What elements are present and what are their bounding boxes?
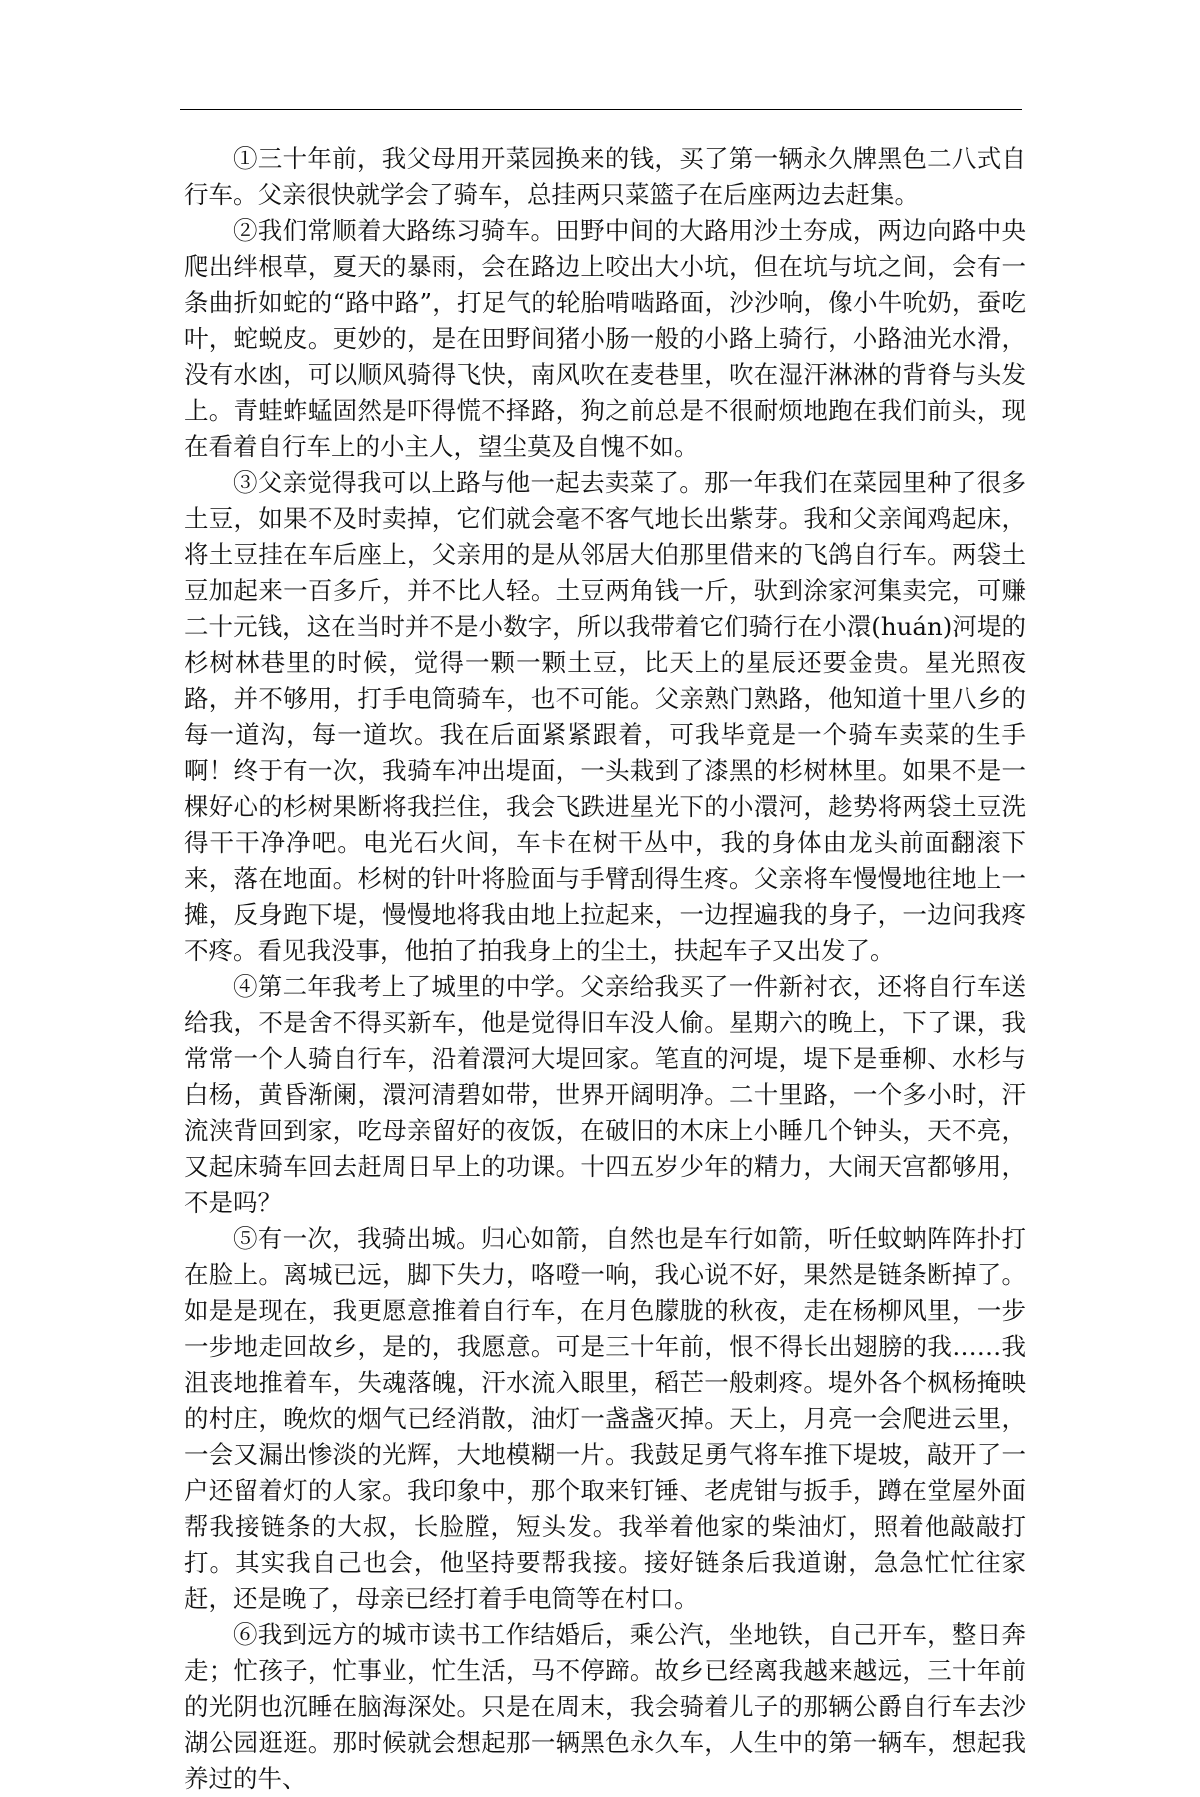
header-rule xyxy=(180,109,1022,110)
article-body xyxy=(184,141,1026,1797)
paragraph-3: ③父亲觉得我可以上路与他一起去卖菜了。那一年我们在菜园里种了很多土豆，如果不及时卖掉，它们就会毫不客气地长出紫芽。我和父亲闻鸡起床，将土豆挂在车后座上，父亲用的是从邻居大伯那里借来的飞鸽自行车。两袋土豆加起来一百多斤，并不比人轻。土豆两角钱一斤，驮到涂家河集卖完，可赚二十元钱，这在当时并不是小数字，所以我带着它们骑行在小澴(huán)河堤的杉树林巷里的时候，觉得一颗一颗土豆，比天上的星辰还要金贵。星光照夜路，并不够用，打手电筒骑车，也不可能。父亲熟门熟路，他知道十里八乡的每一道沟，每一道坎。我在后面紧紧跟着，可我毕竟是一个骑车卖菜的生手啊！终于有一次，我骑车冲出堤面，一头栽到了漆黑的杉树林里。如果不是一棵好心的杉树果断将我拦住，我会飞跌进星光下的小澴河，趁势将两袋土豆洗得干干净净吧。电光石火间，车卡在树干丛中，我的身体由龙头前面翻滚下来，落在地面。杉树的针叶将脸面与手臂刮得生疼。父亲将车慢慢地往地上一摊，反身跑下堤，慢慢地将我由地上拉起来，一边捏遍我的身子，一边问我疼不疼。看见我没事，他拍了拍我身上的尘土，扶起车子又出发了。 xyxy=(184,468,1026,965)
paragraph-1: ①三十年前，我父母用开菜园换来的钱，买了第一辆永久牌黑色二八式自行车。父亲很快就学会了骑车，总挂两只菜篮子在后座两边去赶集。 xyxy=(184,144,1026,209)
paragraph-4: ④第二年我考上了城里的中学。父亲给我买了一件新衬衣，还将自行车送给我，不是舍不得买新车，他是觉得旧车没人偷。星期六的晚上，下了课，我常常一个人骑自行车，沿着澴河大堤回家。笔直的河堤，堤下是垂柳、水杉与白杨，黄昏渐阑，澴河清碧如带，世界开阔明净。二十里路，一个多小时，汗流浃背回到家，吃母亲留好的夜饭，在破旧的木床上小睡几个钟头，天不亮，又起床骑车回去赶周日早上的功课。十四五岁少年的精力，大闹天宫都够用，不是吗？ xyxy=(184,972,1026,1217)
paragraph-6: ⑥我到远方的城市读书工作结婚后，乘公汽，坐地铁，自己开车，整日奔走；忙孩子，忙事业，忙生活，马不停蹄。故乡已经离我越来越远，三十年前的光阴也沉睡在脑海深处。只是在周末，我会骑着儿子的那辆公爵自行车去沙湖公园逛逛。那时候就会想起那一辆黑色永久车，人生中的第一辆车，想起我养过的牛、 xyxy=(184,1620,1026,1793)
paragraph-2: ②我们常顺着大路练习骑车。田野中间的大路用沙土夯成，两边向路中央爬出绊根草，夏天的暴雨，会在路边上咬出大小坑，但在坑与坑之间，会有一条曲折如蛇的“路中路”，打足气的轮胎啃啮路面，沙沙响，像小牛吮奶，蚕吃叶，蛇蜕皮。更妙的，是在田野间猪小肠一般的小路上骑行，小路油光水滑，没有水凼，可以顺风骑得飞快，南风吹在麦巷里，吹在湿汗淋淋的背脊与头发上。青蛙蚱蜢固然是吓得慌不择路，狗之前总是不很耐烦地跑在我们前头，现在看着自行车上的小主人，望尘莫及自愧不如。 xyxy=(184,216,1026,461)
paragraph-5: ⑤有一次，我骑出城。归心如箭，自然也是车行如箭，听任蚊蚋阵阵扑打在脸上。离城已远，脚下失力，咯噔一响，我心说不好，果然是链条断掉了。如是是现在，我更愿意推着自行车，在月色朦胧的秋夜，走在杨柳风里，一步一步地走回故乡，是的，我愿意。可是三十年前，恨不得长出翅膀的我……我沮丧地推着车，失魂落魄，汗水流入眼里，稻芒一般刺疼。堤外各个枫杨掩映的村庄，晚炊的烟气已经消散，油灯一盏盏灭掉。天上，月亮一会爬进云里，一会又漏出惨淡的光辉，大地模糊一片。我鼓足勇气将车推下堤坡，敲开了一户还留着灯的人家。我印象中，那个取来钉锤、老虎钳与扳手，蹲在堂屋外面帮我接链条的大叔，长脸膛，短头发。我举着他家的柴油灯，照着他敲敲打打。其实我自己也会，他坚持要帮我接。接好链条后我道谢，急急忙忙往家赶，还是晚了，母亲已经打着手电筒等在村口。 xyxy=(184,1224,1026,1613)
